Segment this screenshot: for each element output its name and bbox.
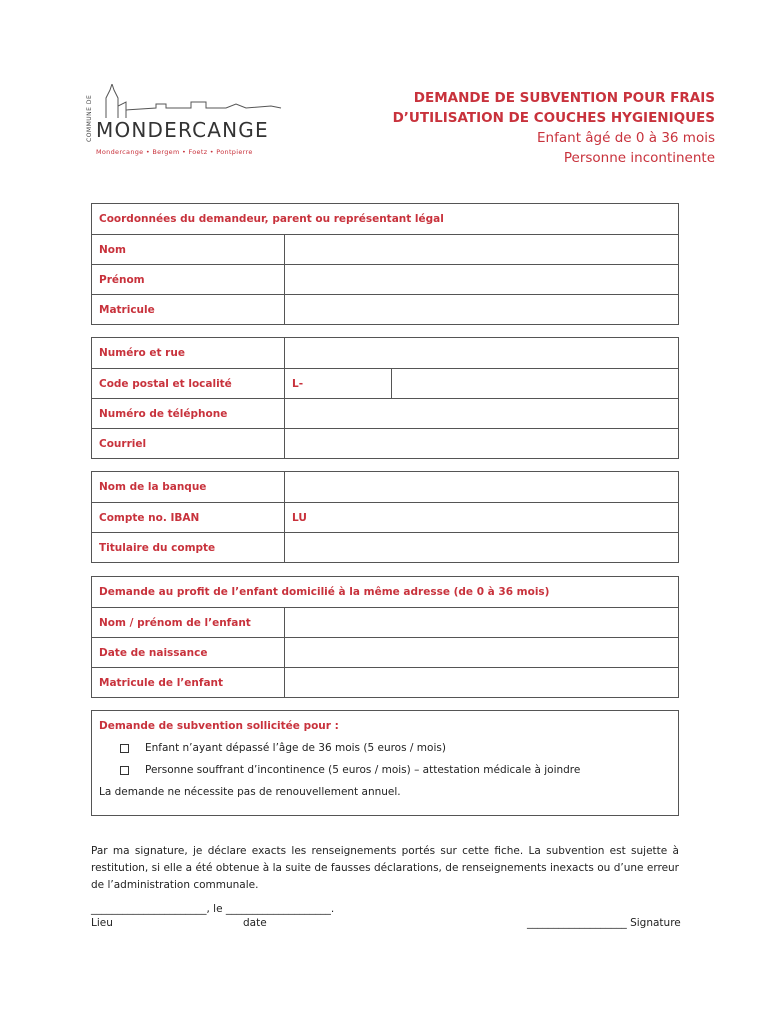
skyline-icon <box>96 84 286 120</box>
matricule-label: Matricule <box>92 295 285 324</box>
titulaire-label: Titulaire du compte <box>92 533 285 562</box>
declaration-text: Par ma signature, je déclare exacts les renseignements portés sur cette fiche. La subvention est sujette à restitution, si elle a été obtenue à la suite de fausses déclarations, de renseignements inexacts ou d’une erreur de l’administration communale. <box>91 845 679 891</box>
logo-name: MONDERCANGE <box>96 118 269 142</box>
title-line-2: D’UTILISATION DE COUCHES HYGIENIQUES <box>392 110 715 126</box>
title-line-4: Personne incontinente <box>563 150 715 166</box>
numero-rue-field[interactable] <box>285 338 678 368</box>
child-section <box>91 576 679 698</box>
subsidy-heading: Demande de subvention sollicitée pour : <box>99 720 339 732</box>
applicant-heading: Coordonnées du demandeur, parent ou représentant légal <box>99 213 444 225</box>
courriel-field[interactable] <box>285 429 678 458</box>
bank-section <box>91 471 679 563</box>
applicant-section <box>91 203 679 325</box>
birth-date-label: Date de naissance <box>92 638 285 667</box>
date-label: date <box>243 917 267 929</box>
child-matricule-field[interactable] <box>285 668 678 697</box>
courriel-label: Courriel <box>92 429 285 458</box>
title-line-3: Enfant âgé de 0 à 36 mois <box>537 130 715 146</box>
banque-field[interactable] <box>285 472 678 502</box>
option-incontinence[interactable] <box>120 764 580 776</box>
checkbox-incontinence[interactable] <box>120 766 129 775</box>
code-postal-field[interactable]: L- <box>285 369 392 398</box>
iban-label: Compte no. IBAN <box>92 503 285 532</box>
signature-line[interactable]: ___________________ Signature <box>527 917 681 929</box>
logo-villages: Mondercange • Bergem • Foetz • Pontpierre <box>96 148 253 156</box>
option-child-label: Enfant n’ayant dépassé l’âge de 36 mois (5 euros / mois) <box>145 742 446 754</box>
lieu-label: Lieu <box>91 917 113 929</box>
child-heading: Demande au profit de l’enfant domicilié à la même adresse (de 0 à 36 mois) <box>99 586 550 598</box>
subsidy-section <box>91 710 679 816</box>
place-date-line[interactable]: ______________________, le ____________________. <box>91 903 335 915</box>
telephone-field[interactable] <box>285 399 678 428</box>
child-name-field[interactable] <box>285 608 678 637</box>
titulaire-field[interactable] <box>285 533 678 562</box>
code-postal-label: Code postal et localité <box>92 369 285 398</box>
matricule-field[interactable] <box>285 295 678 324</box>
option-child[interactable] <box>120 742 446 754</box>
iban-field[interactable]: LU <box>292 511 307 524</box>
address-section <box>91 337 679 459</box>
checkbox-child[interactable] <box>120 744 129 753</box>
nom-field[interactable] <box>285 235 678 264</box>
telephone-label: Numéro de téléphone <box>92 399 285 428</box>
nom-label: Nom <box>92 235 285 264</box>
commune-logo <box>86 84 286 164</box>
renewal-note: La demande ne nécessite pas de renouvellement annuel. <box>99 786 401 798</box>
child-name-label: Nom / prénom de l’enfant <box>92 608 285 637</box>
prenom-field[interactable] <box>285 265 678 294</box>
logo-side-text: COMMUNE DE <box>86 94 93 142</box>
numero-rue-label: Numéro et rue <box>92 338 285 368</box>
title-line-1: DEMANDE DE SUBVENTION POUR FRAIS <box>413 90 715 106</box>
option-incontinence-label: Personne souffrant d’incontinence (5 euros / mois) – attestation médicale à joindre <box>145 764 581 776</box>
birth-date-field[interactable] <box>285 638 678 667</box>
child-matricule-label: Matricule de l’enfant <box>92 668 285 697</box>
banque-label: Nom de la banque <box>92 472 285 502</box>
prenom-label: Prénom <box>92 265 285 294</box>
document-title <box>393 88 715 168</box>
localite-field[interactable] <box>392 369 678 398</box>
